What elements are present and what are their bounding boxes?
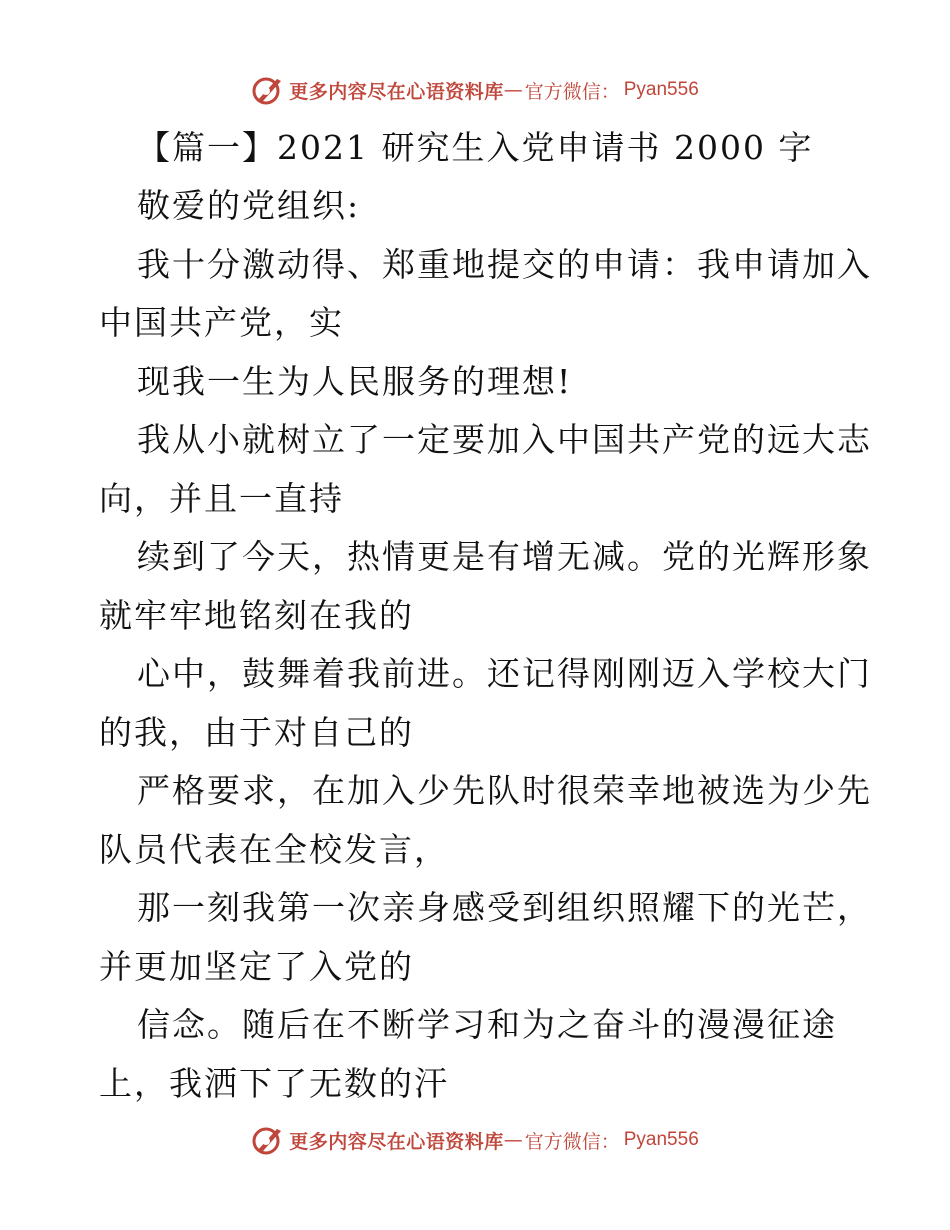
- paragraph-line: 并更加坚定了入党的: [99, 947, 414, 986]
- paragraph-line: 我十分激动得、郑重地提交的申请：我申请加入: [137, 245, 872, 284]
- paragraph-line: 上，我洒下了无数的汗: [99, 1064, 449, 1103]
- banner-main-text: 更多内容尽在心语资料库: [289, 80, 504, 103]
- salutation: 敬爱的党组织:: [137, 186, 361, 225]
- banner-separator: —: [503, 79, 523, 101]
- banner-separator: —: [503, 1129, 523, 1151]
- footer-watermark-banner: [0, 1120, 950, 1160]
- paragraph-line: 现我一生为人民服务的理想!: [137, 362, 573, 401]
- quill-logo-icon: [251, 1123, 285, 1157]
- paragraph-line: 续到了今天，热情更是有增无减。党的光辉形象: [137, 537, 872, 576]
- banner-wechat-id: Pyan556: [623, 79, 699, 100]
- banner-wechat-label: 官方微信：: [524, 80, 620, 103]
- document-title: 【篇一】2021 研究生入党申请书 2000 字: [137, 128, 814, 167]
- paragraph-line: 的我，由于对自己的: [99, 713, 414, 752]
- banner-main-text: 更多内容尽在心语资料库: [289, 1130, 504, 1153]
- banner-wechat-label: 官方微信：: [524, 1130, 620, 1153]
- paragraph-line: 心中，鼓舞着我前进。还记得刚刚迈入学校大门: [137, 654, 872, 693]
- paragraph-line: 信念。随后在不断学习和为之奋斗的漫漫征途: [137, 1005, 837, 1044]
- banner-wechat-id: Pyan556: [623, 1129, 699, 1150]
- paragraph-line: 队员代表在全校发言，: [99, 830, 449, 869]
- paragraph-line: 我从小就树立了一定要加入中国共产党的远大志: [137, 420, 872, 459]
- paragraph-line: 向，并且一直持: [99, 479, 344, 518]
- paragraph-line: 那一刻我第一次亲身感受到组织照耀下的光芒，: [137, 888, 872, 927]
- paragraph-line: 就牢牢地铭刻在我的: [99, 596, 414, 635]
- paragraph-line: 严格要求，在加入少先队时很荣幸地被选为少先: [137, 771, 872, 810]
- paragraph-line: 中国共产党，实: [99, 303, 344, 342]
